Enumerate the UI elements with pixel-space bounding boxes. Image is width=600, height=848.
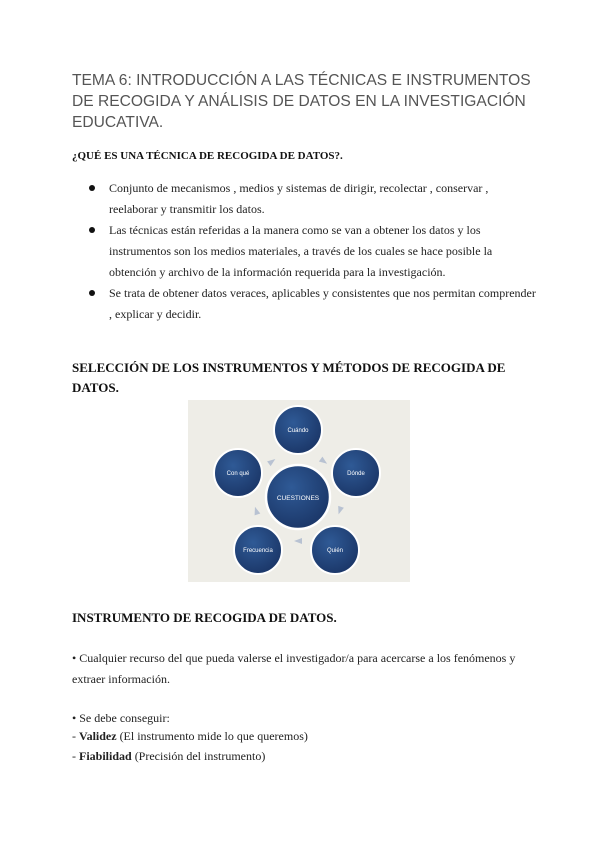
selection-heading: SELECCIÓN DE LOS INSTRUMENTOS Y MÉTODOS DE RECOGIDA DE DATOS. [72, 360, 506, 395]
diagram-node-label: Quién [326, 548, 344, 554]
diagram-node [234, 526, 282, 574]
conseguir-line: • Se debe conseguir: [72, 711, 170, 725]
validez-line: - Validez (El instrumento mide lo que queremos) [72, 729, 308, 743]
questions-diagram [188, 400, 410, 582]
document-title: TEMA 6: INTRODUCCIÓN A LAS TÉCNICAS E INSTRUMENTOS DE RECOGIDA Y ANÁLISIS DE DATOS EN LA INVESTIGACIÓN EDUCATIVA. [72, 72, 531, 131]
bullet-item: Las técnicas están referidas a la manera como se van a obtener los datos y los instrumentos son los medios materiales, a través de los cuales se hace posible la obtención y archivo de la información requerida para la investigación. [109, 220, 539, 282]
fiabilidad-line: - Fiabilidad (Precisión del instrumento) [72, 749, 266, 763]
definition-bullet-list [88, 178, 539, 325]
validez-term: Validez [79, 729, 117, 743]
bullet-item: Conjunto de mecanismos , medios y sistemas de dirigir, recolectar , conservar , reelaborar y transmitir los datos. [109, 178, 539, 220]
cycle-arrow [267, 457, 277, 467]
diagram-node [311, 526, 359, 574]
diagram-node [274, 406, 322, 454]
diagram-node-label: Frecuencia [243, 548, 273, 554]
diagram-node [332, 449, 380, 497]
cycle-arrow [336, 506, 344, 515]
diagram-node-label: Dónde [347, 471, 365, 477]
diagram-node-label: Con qué [226, 471, 250, 477]
instrument-heading: INSTRUMENTO DE RECOGIDA DE DATOS. [72, 610, 337, 625]
instrument-paragraph: • Cualquier recurso del que pueda valerse el investigador/a para acercarse a los fenómenos y extraer información. [72, 651, 516, 686]
center-label: CUESTIONES [276, 495, 320, 502]
cycle-arrow [294, 538, 302, 544]
diagram-node-label: Cuándo [287, 428, 309, 434]
cycle-arrow [252, 506, 260, 515]
fiabilidad-term: Fiabilidad [79, 749, 132, 763]
center-node [266, 465, 330, 529]
bullet-item: Se trata de obtener datos veraces, aplicables y consistentes que nos permitan comprender , explicar y decidir. [109, 283, 539, 325]
cycle-arrow [319, 457, 329, 467]
diagram-node [214, 449, 262, 497]
question-heading: ¿QUÉ ES UNA TÉCNICA DE RECOGIDA DE DATOS?. [72, 150, 343, 162]
questions-diagram-svg [188, 400, 410, 582]
